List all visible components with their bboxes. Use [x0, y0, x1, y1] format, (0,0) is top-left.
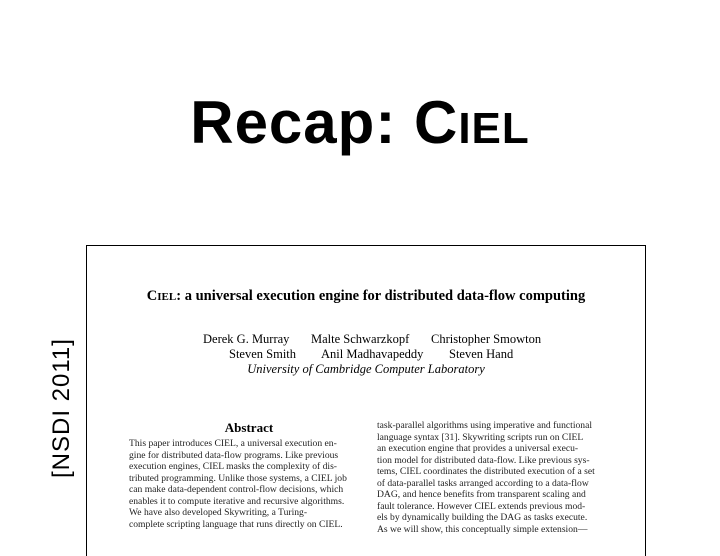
author-name: Steven Smith: [229, 347, 297, 361]
venue-label: [NSDI 2011]: [48, 338, 75, 478]
author-name: Steven Hand: [449, 347, 514, 361]
abstract-left-column: [129, 438, 386, 530]
body-line: tems, CIEL coordinates the distributed execution of a set: [377, 466, 595, 477]
body-line: tion model for distributed data-flow. Like previous sys-: [377, 454, 590, 466]
paper-title-smallcaps: IEL: [157, 291, 177, 303]
paper-title: [87, 288, 645, 305]
abstract-line: enables it to compute iterative and recursive algorithms.: [129, 495, 345, 507]
body-line: task-parallel algorithms using imperative and functional: [377, 420, 592, 431]
abstract-line: gine for distributed data-flow programs. Like previous: [129, 449, 339, 461]
affiliation: University of Cambridge Computer Laboratory: [247, 362, 485, 376]
abstract-line: This paper introduces CIEL, a universal execution en-: [129, 438, 337, 449]
body-line: an execution engine that provides a universal execu-: [377, 443, 579, 454]
body-line: As we will show, this conceptually simple extension—: [377, 523, 588, 535]
author-name: Christopher Smowton: [431, 332, 542, 346]
slide-title-smallcaps: IEL: [458, 104, 530, 153]
body-line: fault tolerance. However CIEL extends previous mod-: [377, 500, 586, 512]
paper-screenshot: [86, 245, 646, 556]
body-right-column: [377, 420, 625, 535]
slide-title-text: Recap: C: [190, 89, 459, 156]
author-name: Malte Schwarzkopf: [311, 332, 410, 346]
body-line: els by dynamically building the DAG as tasks execute.: [377, 512, 588, 523]
author-name: Anil Madhavapeddy: [321, 347, 424, 361]
abstract-line: tributed programming. Unlike those systems, a CIEL job: [129, 472, 347, 484]
abstract-line: can make data-dependent control-flow decisions, which: [129, 484, 344, 495]
body-line: of data-parallel tasks arranged according to a data-flow: [377, 477, 589, 489]
body-line: DAG, and hence benefits from transparent scaling and: [377, 489, 586, 500]
paper-title-initial: C: [146, 288, 158, 304]
paper-title-rest: : a universal execution engine for distributed data-flow computing: [176, 288, 586, 304]
abstract-heading: Abstract: [224, 420, 274, 435]
body-line: language syntax [31]. Skywriting scripts run on CIEL: [377, 431, 584, 443]
abstract-line: We have also developed Skywriting, a Turing-: [129, 507, 308, 518]
abstract-line: complete scripting language that runs directly on CIEL.: [129, 518, 343, 530]
abstract-line: execution engines, CIEL masks the complexity of dis-: [129, 461, 337, 472]
author-name: Derek G. Murray: [203, 332, 290, 346]
slide-title: [0, 88, 720, 157]
